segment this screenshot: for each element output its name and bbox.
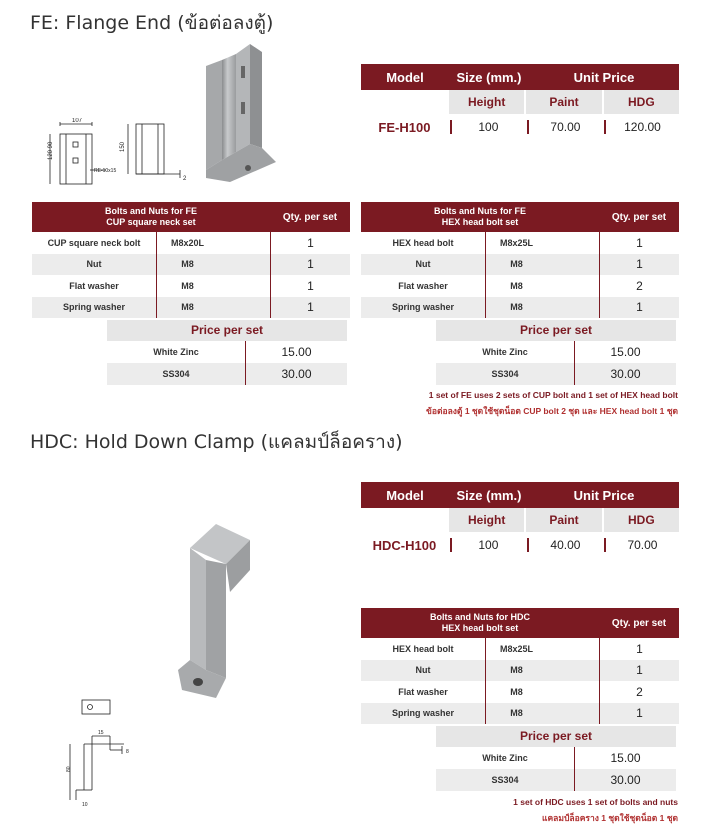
hdc-hex-bolts-table	[361, 608, 679, 724]
finish-label: SS304	[491, 369, 519, 379]
hdg-cell: 120.00	[604, 120, 679, 134]
bolt-size: M8	[156, 275, 218, 297]
dim-left: 120 90	[48, 141, 54, 160]
bolt-name: CUP square neck bolt	[47, 237, 141, 248]
table-title-2: HEX head bolt set	[441, 217, 519, 227]
bolt-name: Nut	[86, 259, 102, 270]
table-title-2: CUP square neck set	[106, 217, 196, 227]
price-row	[436, 747, 676, 769]
height-header: Height	[449, 508, 524, 532]
hdc-note-thai: แคลมป์ล็อคราง 1 ชุดใช้ชุดน็อต 1 ชุด	[542, 813, 678, 823]
bolt-qty: 1	[270, 254, 350, 276]
bolt-qty: 1	[599, 254, 679, 276]
dim-8: 8	[126, 749, 129, 755]
fe-hex-bolts-table	[361, 202, 679, 318]
model-cell: HDC-H100	[372, 537, 437, 553]
bolt-name: Nut	[415, 665, 431, 676]
paint-header: Paint	[526, 508, 601, 532]
price-row	[436, 363, 676, 385]
price-per-set-header: Price per set	[436, 320, 676, 341]
price-row	[107, 363, 347, 385]
size-header: Size (mm.)	[456, 487, 522, 503]
bolt-name: Nut	[415, 259, 431, 270]
bolt-name: Flat washer	[398, 280, 448, 291]
price-row	[361, 114, 679, 140]
table-row	[361, 638, 679, 660]
bolt-qty: 2	[599, 275, 679, 297]
size-header: Size (mm.)	[456, 69, 522, 85]
table-row	[361, 232, 679, 254]
table-row	[361, 681, 679, 703]
fe-hex-price-per-set	[436, 320, 676, 385]
fe-cup-bolts-table	[32, 202, 350, 318]
price-row	[436, 769, 676, 791]
paint-header: Paint	[526, 90, 601, 114]
table-row	[361, 254, 679, 276]
hdc-price-table	[361, 482, 679, 558]
table-row	[32, 232, 350, 254]
hdg-header: HDG	[604, 90, 679, 114]
dim-10: 10	[82, 802, 88, 808]
fe-product-image	[200, 40, 282, 190]
qty-header: Qty. per set	[611, 617, 667, 629]
hdc-product-image	[176, 520, 252, 700]
hdc-technical-drawing	[60, 696, 140, 808]
hdg-header: HDG	[604, 508, 679, 532]
price-row	[361, 532, 679, 558]
price-row	[436, 341, 676, 363]
dim-107: 107	[72, 118, 83, 124]
finish-label: White Zinc	[153, 347, 199, 357]
dim-label: RE-10x15	[94, 168, 117, 174]
qty-header: Qty. per set	[282, 211, 338, 223]
finish-label: SS304	[162, 369, 190, 379]
fe-note-thai: ข้อต่อลงตู้ 1 ชุดใช้ชุดน็อต CUP bolt 2 ชุด และ HEX head bolt 1 ชุด	[426, 406, 678, 416]
fe-cup-price-per-set	[107, 320, 347, 385]
price-per-set-header: Price per set	[436, 726, 676, 747]
bolt-qty: 1	[599, 703, 679, 725]
bolt-size: M8	[485, 703, 547, 725]
finish-label: White Zinc	[482, 347, 528, 357]
bolt-size: M8	[485, 660, 547, 682]
table-row	[361, 297, 679, 319]
bolt-name: Flat washer	[398, 686, 448, 697]
finish-price: 30.00	[245, 363, 347, 385]
fe-technical-drawing	[40, 118, 190, 190]
bolt-name: HEX head bolt	[392, 237, 454, 248]
price-row	[107, 341, 347, 363]
bolt-qty: 1	[599, 638, 679, 660]
finish-price: 15.00	[574, 747, 676, 769]
model-header: Model	[386, 69, 424, 85]
height-cell: 100	[450, 538, 525, 552]
dim-2: 2	[183, 176, 187, 182]
table-title-1: Bolts and Nuts for FE	[105, 206, 197, 216]
dim-80: 80	[66, 766, 72, 772]
hdc-note-english: 1 set of HDC uses 1 set of bolts and nuts	[513, 797, 678, 807]
price-per-set-header: Price per set	[107, 320, 347, 341]
finish-label: White Zinc	[482, 753, 528, 763]
bolt-size: M8	[485, 254, 547, 276]
dim-15: 15	[98, 730, 104, 736]
bolt-size: M8	[485, 681, 547, 703]
bolt-name: Flat washer	[69, 280, 119, 291]
bolt-size: M8x20L	[156, 232, 218, 254]
table-row	[361, 275, 679, 297]
dim-150: 150	[120, 141, 126, 152]
bolt-qty: 1	[270, 297, 350, 319]
fe-price-table	[361, 64, 679, 140]
table-row	[361, 703, 679, 725]
bolt-name: Spring washer	[391, 708, 454, 719]
table-row	[361, 660, 679, 682]
finish-price: 15.00	[245, 341, 347, 363]
bolt-name: Spring washer	[62, 302, 125, 313]
table-row	[32, 254, 350, 276]
height-cell: 100	[450, 120, 525, 134]
qty-header: Qty. per set	[611, 211, 667, 223]
bolt-name: HEX head bolt	[392, 643, 454, 654]
finish-price: 30.00	[574, 363, 676, 385]
bolt-qty: 1	[599, 660, 679, 682]
bolt-qty: 2	[599, 681, 679, 703]
hdc-section-title: HDC: Hold Down Clamp (แคลมป์ล็อคราง)	[30, 431, 403, 453]
table-row	[32, 275, 350, 297]
unit-price-header: Unit Price	[573, 69, 635, 85]
bolt-size: M8	[485, 275, 547, 297]
hdc-hex-price-per-set	[436, 726, 676, 791]
finish-price: 15.00	[574, 341, 676, 363]
unit-price-header: Unit Price	[573, 487, 635, 503]
bolt-size: M8x25L	[485, 232, 547, 254]
bolt-name: Spring washer	[391, 302, 454, 313]
fe-section-title: FE: Flange End (ข้อต่อลงตู้)	[30, 12, 274, 34]
finish-label: SS304	[491, 775, 519, 785]
fe-note-english: 1 set of FE uses 2 sets of CUP bolt and 1 set of HEX head bolt	[428, 390, 678, 400]
paint-cell: 40.00	[527, 538, 602, 552]
bolt-qty: 1	[599, 232, 679, 254]
bolt-size: M8	[485, 297, 547, 319]
bolt-size: M8	[156, 297, 218, 319]
bolt-qty: 1	[270, 232, 350, 254]
paint-cell: 70.00	[527, 120, 602, 134]
finish-price: 30.00	[574, 769, 676, 791]
table-title-1: Bolts and Nuts for FE	[434, 206, 526, 216]
table-title-1: Bolts and Nuts for HDC	[430, 612, 530, 622]
bolt-size: M8x25L	[485, 638, 547, 660]
table-row	[32, 297, 350, 319]
hdg-cell: 70.00	[604, 538, 679, 552]
model-header: Model	[386, 487, 424, 503]
model-cell: FE-H100	[378, 119, 431, 135]
table-title-2: HEX head bolt set	[441, 623, 519, 633]
height-header: Height	[449, 90, 524, 114]
bolt-qty: 1	[270, 275, 350, 297]
bolt-qty: 1	[599, 297, 679, 319]
bolt-size: M8	[156, 254, 218, 276]
